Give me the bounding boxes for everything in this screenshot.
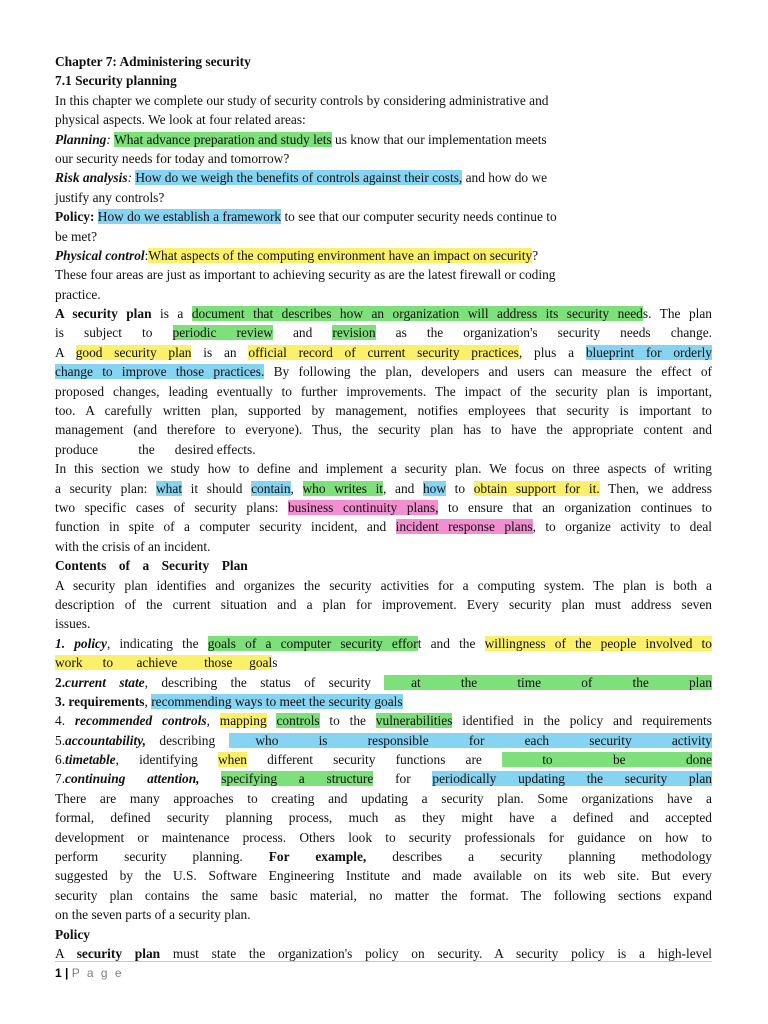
text-run: development or maintenance process. Others look to security professionals for guidance on how to (55, 829, 712, 845)
text-run: and how do we (462, 170, 548, 186)
text-run: must state the organization's policy on security. A security policy is a high-level (160, 945, 712, 961)
page-number: 1 (55, 966, 62, 980)
text-line (55, 440, 712, 459)
text-run: physical aspects. We look at four related areas: (55, 112, 306, 128)
text-run: Contents (55, 558, 107, 574)
highlighted-text: who is responsible for each security activity (228, 732, 712, 748)
text-line (55, 188, 712, 207)
text-run (106, 558, 118, 573)
text-run (267, 713, 277, 728)
text-line (55, 382, 712, 401)
highlighted-text: controls (276, 713, 320, 729)
highlighted-text: document that describes how an organization will address its security need (191, 306, 643, 322)
text-line (55, 537, 712, 556)
highlighted-text: periodic review (172, 325, 273, 341)
text-run: Risk analysis (55, 170, 128, 186)
text-run: for (373, 771, 433, 787)
text-line (55, 479, 712, 498)
text-run: practice. (55, 286, 101, 302)
text-run (248, 558, 712, 573)
highlighted-text: What aspects of the computing environment have an impact on security (148, 247, 533, 263)
text-run: justify any controls? (55, 189, 165, 205)
text-run: In this section we study how to define and implement a security plan. We focus on three aspects of writing (55, 461, 712, 477)
text-run: : (144, 247, 149, 263)
text-run: 6. (55, 752, 66, 768)
text-run: Policy: (55, 209, 95, 225)
text-line (55, 91, 712, 110)
text-run: to the (319, 713, 376, 729)
text-line (55, 634, 712, 653)
text-run: Security (161, 558, 210, 574)
text-run: security plan contains the same basic material, no matter the format. The following sections expand (55, 887, 712, 903)
text-line (55, 401, 712, 420)
highlighted-text: good security plan (75, 344, 192, 360)
text-line (55, 750, 712, 769)
text-run: management (and therefore to everyone). Thus, the security plan has to have the appropriate content and (55, 422, 712, 438)
text-run: produce the desired effects. (55, 441, 256, 457)
text-line (55, 362, 712, 381)
text-run: A (55, 945, 77, 961)
text-line (55, 905, 712, 924)
text-line (55, 556, 712, 575)
highlighted-text: How do we weigh the benefits of controls against their costs, (135, 170, 463, 186)
text-line (55, 731, 712, 750)
text-run: There are many approaches to creating and updating a security plan. Some organizations have a (55, 790, 712, 806)
text-run: description of the current situation and a plan for improvement. Every security plan must address seven (55, 596, 712, 612)
highlighted-text: periodically updating the security plan (432, 771, 712, 787)
text-run: 2. (55, 674, 66, 690)
text-run: s (272, 655, 278, 671)
text-run: For example, (268, 849, 367, 865)
highlighted-text: how (422, 480, 447, 496)
highlighted-text: What advance preparation and study lets (114, 131, 332, 147)
text-run (130, 558, 142, 573)
text-run: to (446, 480, 474, 496)
text-run: timetable (65, 752, 116, 768)
highlighted-text: incident response plans (395, 519, 533, 535)
highlighted-text: at the time of the plan (384, 674, 712, 690)
text-line (55, 323, 712, 342)
text-line (55, 246, 712, 265)
text-run (149, 558, 161, 573)
text-run: a security plan: (55, 480, 157, 496)
text-run: function in spite of a computer security incident, and (55, 519, 396, 535)
text-run: suggested by the U.S. Software Engineering Institute and made available on its web site. But every (55, 868, 712, 884)
text-run (200, 771, 222, 786)
chapter-title: Chapter 7: Administering security (55, 54, 251, 69)
text-line (55, 614, 712, 633)
body-text (55, 91, 712, 964)
text-run: 1. (55, 635, 75, 651)
text-run: describing (146, 732, 229, 748)
text-run: Then, we address (599, 480, 712, 496)
text-run: ? (532, 247, 539, 263)
highlighted-text: business continuity plans, (287, 499, 439, 515)
text-run: : (127, 170, 136, 186)
text-run: , (144, 693, 152, 709)
text-run: , indicating the (106, 635, 208, 651)
text-run: to ensure that an organization continues to (438, 499, 713, 515)
text-run: two specific cases of security plans: (55, 499, 288, 515)
text-run: is subject to (55, 325, 173, 341)
text-run: is a (151, 306, 192, 322)
section-title: 7.1 Security planning (55, 73, 177, 89)
text-run: 4. (55, 713, 75, 729)
text-run: t and the (417, 635, 485, 651)
text-run: our security needs for today and tomorrow? (55, 150, 290, 166)
document-page (55, 52, 712, 963)
highlighted-text: what (156, 480, 183, 496)
text-line (55, 576, 712, 595)
text-line (55, 711, 712, 730)
text-line (55, 925, 712, 944)
text-run: Policy (55, 926, 90, 942)
highlighted-text: official record of current security practices (248, 344, 519, 360)
text-run: , plus a (518, 344, 586, 360)
text-run: Planning (55, 131, 107, 147)
text-line (55, 847, 712, 866)
text-line (55, 828, 712, 847)
text-run: 7. (55, 771, 66, 787)
text-run: current state (65, 674, 145, 690)
highlighted-text: change to improve those practices. (55, 364, 265, 380)
highlighted-text: How do we establish a framework (97, 209, 282, 225)
text-run: different security functions are (246, 752, 502, 768)
text-line (55, 304, 712, 323)
text-run: describes a security planning methodology (366, 849, 712, 865)
text-line (55, 498, 712, 517)
highlighted-text: vulnerabilities (375, 713, 453, 729)
text-run: policy (74, 635, 107, 651)
text-run: By following the plan, developers and users can measure the effect of (264, 364, 713, 380)
text-run: issues. (55, 616, 91, 632)
text-line (55, 265, 712, 284)
highlighted-text: obtain support for it. (473, 480, 600, 496)
text-line (55, 149, 712, 168)
text-run: A (55, 344, 76, 360)
text-line (55, 789, 712, 808)
text-run: perform security planning. (55, 849, 269, 865)
text-run: , describing the status of security (144, 674, 385, 690)
text-run: , (206, 713, 220, 729)
text-run: A security plan (55, 306, 152, 322)
highlighted-text: recommending ways to meet the security goals (151, 693, 403, 709)
text-run (209, 558, 221, 573)
text-run: on the seven parts of a security plan. (55, 907, 251, 923)
text-run: , and (383, 480, 423, 496)
text-line (55, 866, 712, 885)
text-line (55, 673, 712, 692)
text-line (55, 808, 712, 827)
highlighted-text: work to achieve those goal (55, 655, 273, 671)
text-run: identified in the policy and requirements (452, 713, 712, 729)
text-run: , to organize activity to deal (532, 519, 712, 535)
text-run: a (142, 558, 150, 574)
text-line (55, 769, 712, 788)
footer-separator: | (61, 966, 72, 980)
text-run: too. A carefully written plan, supported by management, notifies employees that security is important to (55, 403, 712, 419)
text-line (55, 110, 712, 129)
text-line (55, 595, 712, 614)
text-run: , (290, 480, 303, 496)
highlighted-text: contain (251, 480, 291, 496)
text-line (55, 517, 712, 536)
text-run: as the organization's security needs change. (375, 325, 712, 341)
text-line (55, 420, 712, 439)
text-run: it should (182, 480, 252, 496)
text-line (55, 692, 712, 711)
text-run: Plan (221, 558, 248, 574)
text-run: of (118, 558, 130, 574)
text-run: us know that our implementation meets (331, 131, 547, 147)
highlighted-text: willingness of the people involved to (484, 635, 712, 651)
text-run: Physical control (55, 247, 145, 263)
text-line (55, 207, 712, 226)
highlighted-text: goals of a computer security effor (207, 635, 418, 651)
text-run: : (106, 131, 115, 147)
text-run: and (272, 325, 333, 341)
highlighted-text: when (217, 752, 247, 768)
text-run: s. The plan (642, 306, 712, 322)
text-run: In this chapter we complete our study of security controls by considering administrative and (55, 92, 549, 108)
text-run: , identifying (115, 752, 218, 768)
text-run: to see that our computer security needs continue to (281, 209, 557, 225)
text-run: 5. (55, 732, 66, 748)
text-run: A security plan identifies and organizes the security activities for a computing system. The plan is both a (55, 577, 712, 593)
text-run: security plan (76, 945, 161, 961)
text-run: recommended controls (74, 713, 207, 729)
highlighted-text: revision (332, 325, 376, 341)
highlighted-text: to be done (501, 752, 712, 768)
text-line (55, 459, 712, 478)
text-line (55, 168, 712, 187)
highlighted-text: specifying a structure (221, 771, 374, 787)
text-run: accountability, (65, 732, 147, 748)
text-run: is an (191, 344, 249, 360)
text-run: with the crisis of an incident. (55, 538, 211, 554)
highlighted-text: who writes it (302, 480, 384, 496)
text-run: These four areas are just as important to achieving security as are the latest firewall or coding (55, 267, 556, 283)
text-line (55, 343, 712, 362)
highlighted-text: blueprint for orderly (585, 344, 712, 360)
text-run: 3. requirements (55, 693, 145, 709)
highlighted-text: mapping (219, 713, 267, 729)
text-line (55, 886, 712, 905)
text-line (55, 227, 712, 246)
text-run: formal, defined security planning process, much as they might have a defined and accepted (55, 810, 712, 826)
text-line (55, 653, 712, 672)
page-footer (55, 961, 712, 980)
text-line (55, 130, 712, 149)
text-run: be met? (55, 228, 98, 244)
page-label: P a g e (71, 966, 124, 980)
text-run: continuing attention, (65, 771, 200, 787)
text-line (55, 285, 712, 304)
text-run: proposed changes, leading eventually to further improvements. The impact of the security plan is important, (55, 383, 712, 399)
